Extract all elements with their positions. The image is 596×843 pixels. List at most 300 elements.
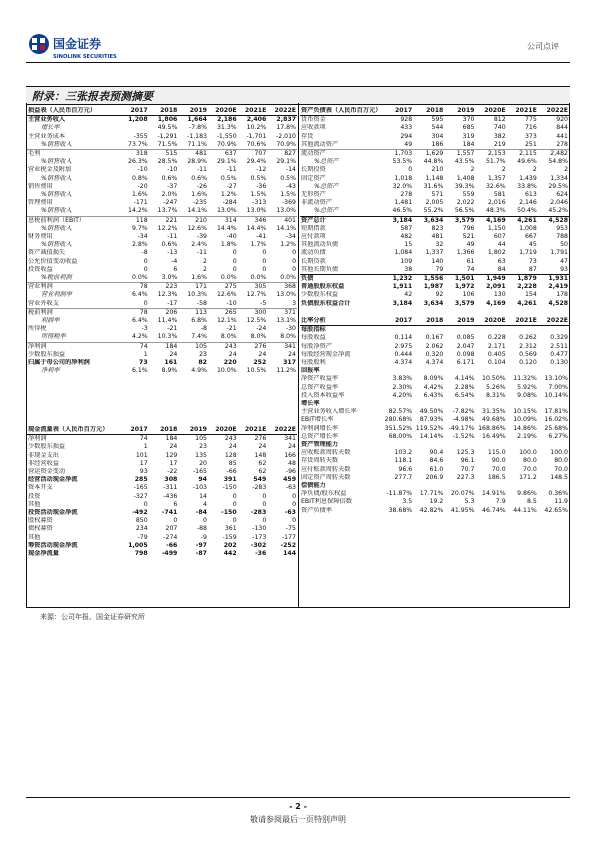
cell-value: -27 — [226, 182, 237, 190]
cell-value: 0.6% — [191, 174, 207, 182]
cell-value: 45.2% — [548, 207, 568, 215]
cell-value: 12.7% — [246, 291, 267, 299]
cell-value: 24 — [288, 350, 296, 358]
table-row — [27, 199, 297, 207]
table-row — [27, 517, 297, 525]
row-label: 长期投资 — [301, 166, 326, 174]
cell-value: -10 — [167, 166, 178, 174]
cell-value: 2 — [203, 257, 207, 265]
cell-value: 4.374 — [425, 359, 444, 367]
cash-flow-table — [27, 426, 297, 558]
cell-value: 70.9% — [276, 140, 296, 148]
logo-cn-text: 国金证券 — [53, 37, 102, 51]
income-table-title: 损益表（人民币百万元） — [27, 107, 119, 116]
table-row — [27, 501, 297, 509]
table-row — [300, 400, 569, 408]
cell-value: 12.3% — [157, 291, 178, 299]
cell-value: 1 — [143, 350, 148, 358]
cell-value: 544 — [431, 124, 444, 132]
cell-value: 19.2 — [429, 498, 444, 506]
table-row — [27, 351, 297, 359]
cell-value: 14 — [199, 492, 207, 500]
cell-value: 48 — [288, 459, 296, 467]
table-row — [300, 116, 569, 125]
cell-value: 105 — [195, 435, 207, 443]
cell-value: -21 — [167, 325, 178, 333]
row-label: %销售收入 — [41, 207, 72, 215]
cell-value: 32 — [435, 241, 444, 249]
year-header: 2017 — [382, 317, 413, 326]
cell-value: 775 — [524, 116, 537, 124]
cell-value: 796 — [462, 224, 475, 232]
cell-value: 24 — [228, 350, 237, 358]
row-label: 少数股东损益 — [28, 443, 66, 451]
cell-value: 171 — [178, 283, 208, 292]
cell-value: 5.26% — [485, 383, 506, 391]
table-row — [300, 291, 569, 299]
cell-value: -88 — [196, 525, 207, 533]
cell-value: 23 — [199, 443, 207, 451]
row-label: %总资产 — [314, 207, 339, 215]
cell-value: 637 — [208, 150, 238, 159]
cell-value: -165 — [192, 468, 207, 476]
cell-value: 2,419 — [548, 283, 568, 291]
cell-value: 559 — [462, 191, 475, 199]
year-header: 2019 — [178, 426, 208, 435]
cell-value: 47 — [560, 257, 568, 265]
cell-value: 9.86% — [517, 490, 537, 498]
cell-value: 14.86% — [513, 424, 537, 432]
cell-value — [475, 482, 506, 490]
cell-value — [475, 326, 506, 335]
cell-value — [538, 326, 569, 335]
cell-value: -150 — [222, 484, 237, 492]
table-row — [27, 150, 297, 159]
cell-value: 2.062 — [425, 342, 444, 350]
cell-value: 78 — [119, 308, 149, 317]
cell-value: 20.07% — [450, 490, 475, 498]
cell-value: 220 — [223, 359, 237, 367]
cell-value: 844 — [556, 124, 568, 132]
cell-value: 8.0% — [250, 333, 267, 341]
cell-value: 2.30% — [392, 383, 413, 391]
row-label: 公允价值变动收益 — [28, 257, 78, 265]
cell-value: 2,115 — [507, 150, 538, 159]
row-label: 资产总计 — [300, 216, 382, 225]
cell-value: -103 — [192, 484, 207, 492]
row-label: 主营业务收入增长率 — [301, 408, 357, 416]
cell-value: 0 — [292, 517, 296, 525]
cell-value: -75 — [285, 525, 296, 533]
cell-value — [475, 441, 506, 449]
row-label: 流动资产 — [300, 150, 382, 159]
cell-value: 481 — [178, 150, 208, 159]
table-row — [300, 258, 569, 266]
cell-value: 0.228 — [487, 334, 506, 342]
row-label: 净利润 — [28, 435, 47, 443]
cell-value: 105 — [178, 342, 208, 351]
cell-value: 1,931 — [538, 275, 569, 284]
row-label: 经营活动现金净流 — [28, 476, 78, 484]
table-row — [27, 476, 297, 484]
cell-value: 6.1% — [131, 367, 148, 375]
cell-value: 0 — [262, 249, 267, 257]
cell-value — [382, 482, 413, 490]
cell-value — [538, 367, 569, 375]
cell-value: 1,366 — [456, 249, 475, 257]
table-row — [27, 216, 297, 225]
year-header: 2017 — [382, 107, 413, 116]
sinolink-logo — [26, 29, 118, 63]
cell-value: 115.0 — [487, 449, 506, 457]
table-row — [27, 452, 297, 460]
cell-value — [507, 441, 538, 449]
row-label: %销售收入 — [41, 158, 72, 166]
cell-value: 9.7% — [131, 224, 148, 232]
cell-value: -66 — [166, 541, 178, 549]
cell-value: 1,987 — [423, 283, 444, 291]
table-row — [300, 433, 569, 441]
cell-value: 154 — [524, 291, 537, 299]
cell-value — [538, 400, 569, 408]
header-rule — [26, 62, 570, 63]
cell-value: 68.00% — [388, 432, 413, 440]
row-label: 债权募资 — [28, 525, 53, 533]
cell-value: -130 — [252, 525, 267, 533]
row-label: 净负债/股东权益 — [301, 490, 347, 498]
cell-value: 0.329 — [550, 334, 568, 342]
cell-value: 2,153 — [475, 150, 506, 159]
cell-value: 100.0 — [519, 449, 537, 457]
cell-value: 2 — [501, 166, 506, 174]
cell-value — [507, 367, 538, 375]
row-label: 营业外收支 — [28, 299, 59, 307]
cell-value: 0.6% — [161, 241, 178, 249]
cell-value: -7.82% — [452, 408, 475, 416]
cell-value: 0 — [262, 500, 267, 508]
cell-value: 361 — [224, 525, 237, 533]
cell-value: 84 — [497, 265, 506, 273]
cell-value: -11 — [226, 166, 237, 174]
cell-value — [444, 482, 475, 490]
table-row — [300, 150, 569, 159]
logo-emblem-icon — [29, 34, 49, 54]
table-row — [300, 133, 569, 141]
table-row — [27, 233, 297, 241]
table-row — [300, 183, 569, 191]
cell-value: -41 — [256, 233, 267, 241]
row-label: 现金净流量 — [28, 550, 59, 558]
cell-value: 14.4% — [246, 224, 267, 232]
cell-value — [413, 482, 444, 490]
cell-value: 0.114 — [394, 334, 413, 342]
row-label: 存货 — [301, 132, 314, 140]
cell-value: 0.130 — [550, 359, 568, 367]
cell-value: 73 — [528, 257, 537, 265]
cell-value: 0.477 — [550, 350, 568, 358]
cell-value: 186 — [431, 140, 444, 148]
cell-value: 74 — [466, 265, 475, 273]
cell-value: 1.2% — [220, 191, 237, 199]
table-row — [300, 343, 569, 351]
cell-value: 96.1 — [460, 457, 475, 465]
cell-value: 71.5% — [157, 140, 178, 148]
footer-rule — [26, 797, 570, 798]
year-header: 2018 — [149, 426, 179, 435]
table-row — [27, 484, 297, 492]
row-label: 归属于母公司的净利润 — [28, 359, 90, 367]
cell-value: 29.1% — [276, 158, 296, 166]
cell-value: 4,261 — [507, 216, 538, 225]
cell-value: 87.93% — [419, 416, 444, 424]
cell-value: 920 — [556, 116, 568, 124]
row-label: %销售收入 — [41, 241, 72, 249]
table-row — [300, 241, 569, 249]
table-row — [27, 166, 297, 174]
cell-value: 119.52% — [415, 424, 444, 432]
row-label: 增长率 — [41, 124, 60, 132]
cell-value: 0 — [262, 492, 267, 500]
cell-value: 2,406 — [246, 116, 267, 124]
cell-value: 11.2% — [276, 367, 296, 375]
cell-value: -283 — [250, 509, 267, 517]
cell-value: 113 — [178, 308, 208, 317]
table-row — [300, 158, 569, 166]
table-row — [27, 509, 297, 517]
cell-value — [444, 400, 475, 408]
cell-value: 4.20% — [392, 391, 413, 399]
cell-value: -247 — [163, 199, 178, 207]
row-label: 总资产增长率 — [301, 432, 339, 440]
cell-value: 850 — [135, 517, 148, 525]
cell-value: 319 — [462, 132, 475, 140]
cell-value: 280.68% — [384, 416, 413, 424]
ratios-table-title: 比率分析 — [300, 317, 382, 326]
cell-value — [444, 326, 475, 335]
cell-value: -1,291 — [157, 132, 178, 140]
cell-value — [475, 367, 506, 375]
cell-value: 103.2 — [394, 449, 413, 457]
table-row — [300, 283, 569, 291]
cell-value: -66 — [226, 468, 237, 476]
cell-value: -741 — [161, 509, 178, 517]
cell-value: 4.9% — [191, 367, 207, 375]
cell-value: 38.68% — [388, 506, 413, 514]
cell-value: 101 — [135, 451, 148, 459]
cell-value: 12.6% — [216, 291, 237, 299]
disclaimer-note: 敬请参阅最后一页特别声明 — [250, 815, 346, 824]
cell-value: -492 — [132, 509, 148, 517]
cell-value: 265 — [208, 308, 238, 317]
row-label: 每股收益 — [301, 334, 326, 342]
row-label: 货币资金 — [301, 116, 326, 124]
cell-value: 481 — [431, 233, 444, 241]
row-label: 投资活动现金净流 — [28, 509, 78, 517]
cell-value: 318 — [119, 150, 149, 159]
row-label: 其他 — [28, 533, 41, 541]
cell-value: 61.0 — [429, 465, 444, 473]
table-row — [300, 359, 569, 367]
cell-value: 0 — [292, 492, 296, 500]
cell-value: 0.0% — [280, 274, 296, 282]
cell-value: 11.9 — [554, 498, 568, 506]
cell-value: 8.09% — [423, 375, 444, 383]
row-label: 投资收益 — [28, 265, 53, 273]
cell-value: 44 — [497, 241, 506, 249]
table-row — [27, 116, 297, 125]
table-row — [27, 274, 297, 283]
cell-value: 55.2% — [423, 207, 444, 215]
cell-value: -34 — [285, 233, 296, 241]
year-header: 2018 — [413, 317, 444, 326]
cell-value: 16.49% — [482, 432, 506, 440]
cell-value: 707 — [238, 150, 268, 159]
cell-value — [382, 326, 413, 335]
cell-value: -96 — [285, 468, 296, 476]
row-label: 利润率 — [41, 317, 60, 325]
cell-value: -40 — [226, 233, 237, 241]
cell-value: 49.6% — [517, 158, 537, 166]
cell-value: 84.6 — [429, 457, 444, 465]
cell-value: 73 — [139, 359, 148, 367]
cell-value: 8.31% — [485, 391, 506, 399]
cell-value: 12.6% — [187, 224, 207, 232]
cell-value: 33.8% — [517, 182, 537, 190]
cell-value: -36 — [255, 550, 267, 558]
cell-value: 14.91% — [482, 490, 506, 498]
row-label: 其他 — [28, 500, 41, 508]
table-row — [27, 550, 297, 558]
cell-value: 2,186 — [217, 116, 237, 124]
cell-value: 17.81% — [544, 408, 568, 416]
table-row — [300, 392, 569, 400]
year-header: 2021E — [238, 426, 268, 435]
row-label: 每股经营现金净流 — [301, 350, 351, 358]
year-header: 2020E — [208, 426, 238, 435]
cell-value: 6.27% — [548, 432, 568, 440]
row-label: 应付账款周转天数 — [301, 465, 351, 473]
cell-value: 93 — [139, 468, 148, 476]
year-header: 2022E — [538, 317, 569, 326]
balance-table-title: 资产负债表（人民币百万元） — [301, 107, 382, 114]
row-label: 营业利润 — [27, 283, 119, 292]
cell-value: 16.02% — [544, 416, 568, 424]
row-label: %税前利润 — [41, 274, 72, 282]
cell-value: 1,557 — [444, 150, 475, 159]
cell-value: -150 — [221, 509, 237, 517]
row-label: 投入资本收益率 — [301, 391, 345, 399]
cell-value — [413, 400, 444, 408]
cell-value: 2.171 — [487, 342, 506, 350]
cell-value: 106 — [462, 291, 475, 299]
table-row — [27, 443, 297, 451]
cell-value: 1,408 — [456, 174, 475, 182]
cell-value: 0 — [232, 517, 237, 525]
cell-value: 29.5% — [548, 182, 568, 190]
cell-value: 3,634 — [423, 299, 444, 307]
table-row — [27, 175, 297, 183]
table-row — [300, 351, 569, 359]
cell-value: 441 — [556, 132, 568, 140]
cell-value: 370 — [462, 116, 475, 124]
cell-value: 24 — [258, 350, 267, 358]
cell-value: -10 — [226, 299, 237, 307]
cell-value: 0 — [292, 265, 296, 273]
ratio-analysis-table — [300, 317, 569, 515]
cell-value: 6 — [173, 265, 178, 273]
cell-value — [413, 326, 444, 335]
cell-value: 80.0 — [554, 457, 568, 465]
cell-value: 2.047 — [456, 342, 475, 350]
cell-value: 168.86% — [478, 424, 506, 432]
table-row — [27, 249, 297, 257]
table-row — [300, 300, 569, 308]
cell-value: 373 — [524, 132, 537, 140]
cell-value: 14.14% — [419, 432, 444, 440]
row-label: 非流动资产 — [301, 199, 332, 207]
table-row — [300, 408, 569, 416]
cell-value: 206.9 — [425, 473, 444, 481]
cell-value: 17.71% — [419, 490, 444, 498]
year-header: 2020E — [475, 107, 506, 116]
cell-value: 49.68% — [482, 416, 506, 424]
cashflow-header-row — [27, 426, 297, 435]
cell-value: 109 — [400, 257, 413, 265]
row-label: 主营业务收入 — [28, 116, 66, 124]
cell-value: 13.1% — [276, 317, 296, 325]
cell-value: 3,579 — [454, 299, 475, 307]
cell-value: 1,337 — [425, 249, 444, 257]
row-label: 应收款项 — [301, 124, 326, 132]
cell-value: 1,334 — [550, 174, 568, 182]
cell-value: 1,208 — [128, 116, 148, 124]
cell-value — [444, 367, 475, 375]
row-label: 主营业务成本 — [28, 132, 66, 140]
table-row — [27, 525, 297, 533]
cell-value: 1,148 — [425, 174, 444, 182]
year-header: 2017 — [119, 107, 149, 116]
cell-value: 571 — [431, 191, 444, 199]
cell-value: 1.2% — [280, 241, 296, 249]
year-header: 2019 — [444, 317, 475, 326]
row-label: 固定资产 — [301, 174, 326, 182]
cell-value: -499 — [161, 550, 178, 558]
cell-value: 2 — [564, 166, 568, 174]
cell-value: 24 — [288, 443, 296, 451]
table-row — [300, 326, 569, 335]
cell-value — [382, 367, 413, 375]
cell-value: 0 — [262, 257, 267, 265]
cell-value: -39 — [196, 233, 207, 241]
cell-value: -20 — [137, 182, 148, 190]
cell-value: 14.4% — [216, 224, 237, 232]
cell-value — [538, 482, 569, 490]
page-number: - 2 - — [289, 802, 307, 811]
cell-value: 371 — [267, 308, 297, 317]
cell-value: 928 — [400, 116, 413, 124]
cell-value: -17 — [167, 299, 178, 307]
table-row — [27, 308, 297, 317]
table-row — [27, 367, 297, 375]
cell-value: 0.405 — [487, 350, 506, 358]
cell-value: 128 — [224, 451, 237, 459]
cell-value: -327 — [133, 492, 148, 500]
cell-value: 118.1 — [394, 457, 413, 465]
row-label: %销售收入 — [41, 140, 72, 148]
row-label: 非现金支出 — [28, 451, 59, 459]
cell-value: 788 — [556, 233, 568, 241]
cell-value: 13.7% — [157, 207, 178, 215]
